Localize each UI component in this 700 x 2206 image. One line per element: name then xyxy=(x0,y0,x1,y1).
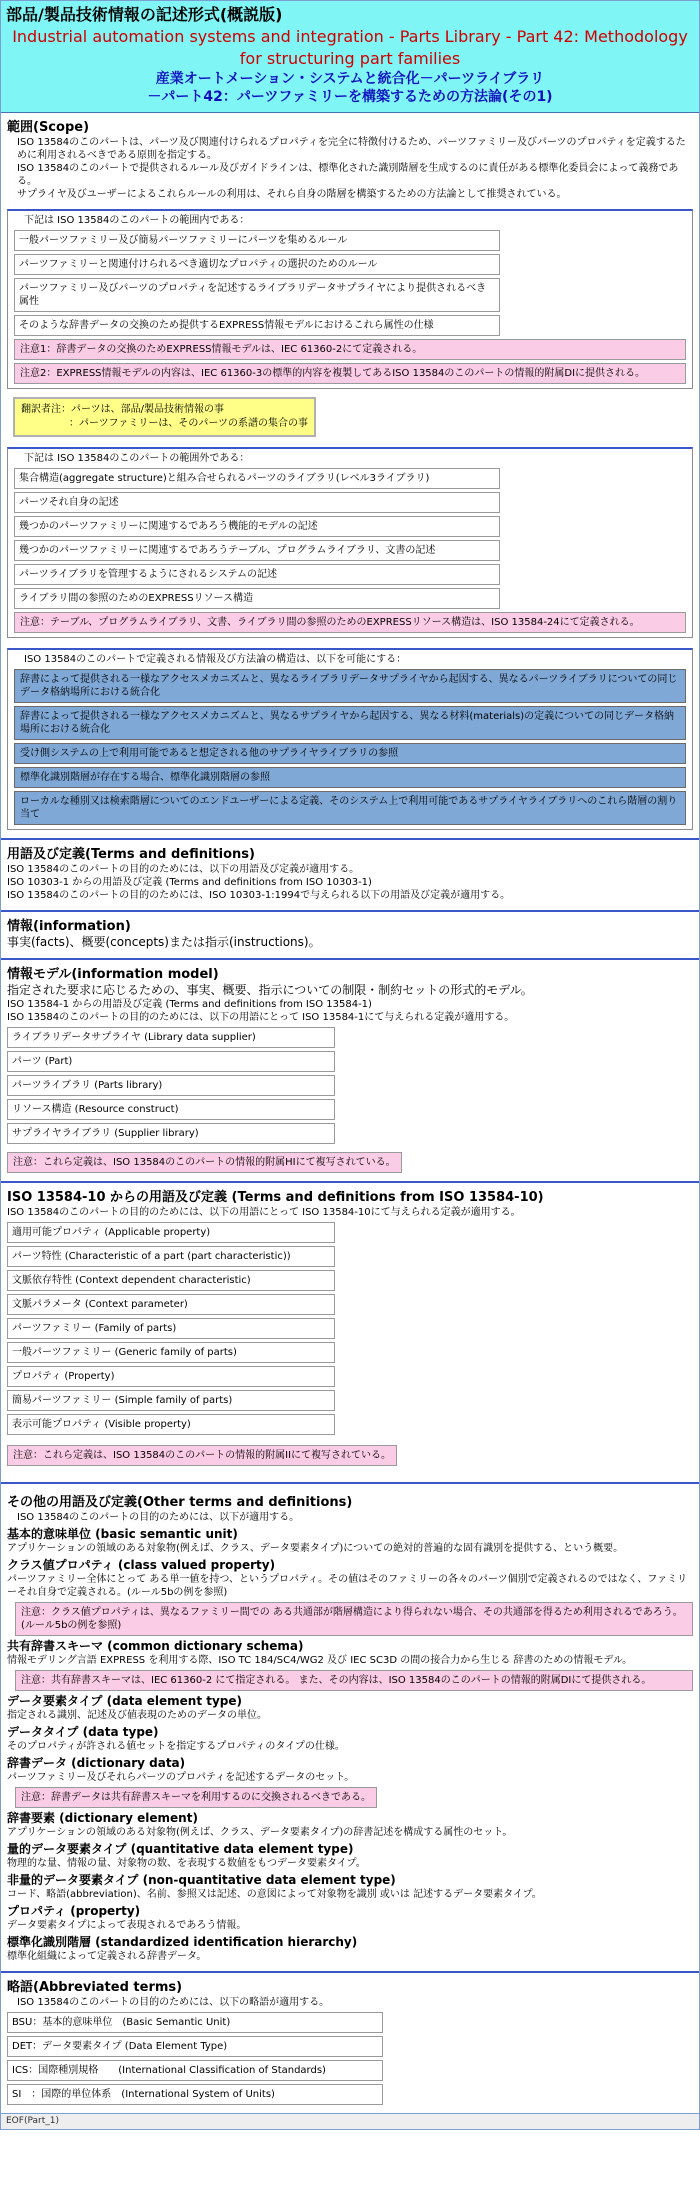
term-definition: 指定される識別、記述及び値表現のためのデータの単位。 xyxy=(7,1710,267,1721)
t10-term: 適用可能プロパティ (Applicable property) xyxy=(7,1222,335,1243)
t10-note: 注意：これら定義は、ISO 13584のこのパートの情報的附属IIにて複写されている。 xyxy=(7,1445,397,1466)
terms-section xyxy=(1,840,699,912)
scope-section xyxy=(1,113,699,840)
abbr-item: SI ：国際的単位体系 (International System of Units) xyxy=(7,2084,383,2105)
possible-box xyxy=(7,648,693,830)
out-scope-item: パーツそれ自身の記述 xyxy=(14,492,500,513)
scope-heading: 範囲(Scope) xyxy=(7,120,90,135)
term-note: 注意：辞書データは共有辞書スキーマを利用するのに交換されるべきである。 xyxy=(15,1787,377,1808)
term-definition: 情報モデリング言語 EXPRESS を利用する際、ISO TC 184/SC4/WG2 及び IEC SC3D の間の接合力から生じる 辞書のための情報モデル。 xyxy=(7,1655,633,1666)
scope-para-3: サプライヤ及びユーザーによるこれらルールの利用は、それら自身の階層を構築するための方法論として推奨されている。 xyxy=(17,189,567,200)
model-term: サプライヤライブラリ (Supplier library) xyxy=(7,1123,335,1144)
term-dt xyxy=(7,1725,693,1753)
document-title-ja-2: －パート42：パーツファミリーを構築するための方法論(その1) xyxy=(147,89,553,105)
possible-item: 受け側システムの上で利用可能であると想定される他のサプライヤライブラリの参照 xyxy=(14,743,686,764)
term-title: データ要素タイプ (data element type) xyxy=(7,1694,243,1708)
term-definition: パーツファミリー全体にとって ある単一値を持つ、というプロパティ。その値はそのファミリーの各々のパーツ個別で定義されるのではなく、ファミリーそれ自身で定義される。(ルール5bの例を参照) xyxy=(7,1574,688,1598)
out-scope-item: 集合構造(aggregate structure)と組み合せられるパーツのライブラリ(レベル3ライブラリ) xyxy=(14,468,500,489)
out-scope-item: パーツライブラリを管理するようにされるシステムの記述 xyxy=(14,564,500,585)
term-title: 共有辞書スキーマ (common dictionary schema) xyxy=(7,1639,304,1653)
term-de xyxy=(7,1811,693,1839)
term-cvp xyxy=(7,1558,693,1636)
t10-term: パーツファミリー (Family of parts) xyxy=(7,1318,335,1339)
t10-term: 表示可能プロパティ (Visible property) xyxy=(7,1414,335,1435)
in-scope-item: そのような辞書データの交換のため提供するEXPRESS情報モデルにおけるこれら属性の仕様 xyxy=(14,315,500,336)
model-text: 指定された要求に応じるための、事実、概要、指示についての制限・制約セットの形式的モデル。 xyxy=(7,983,533,997)
scope-para-1: ISO 13584のこのパートは、パーツ及び関連付けられるプロパティを完全に特徴付けるため、パーツファミリー及びパーツのプロパティを定義するために利用されるべきである原則を指定する。 xyxy=(17,137,686,161)
out-scope-item: 幾つかのパーツファミリーに関連するであろう機能的モデルの記述 xyxy=(14,516,500,537)
terms-para-1: ISO 13584のこのパートの目的のためには、以下の用語及び定義が適用する。 xyxy=(7,864,360,875)
term-sih xyxy=(7,1935,693,1963)
in-scope-item: パーツファミリー及びパーツのプロパティを記述するライブラリデータサプライヤにより提供されるべき属性 xyxy=(14,278,500,312)
t10-term: パーツ特性 (Characteristic of a part (part characteristic)) xyxy=(7,1246,335,1267)
possible-intro: ISO 13584のこのパートで定義される情報及び方法論の構造は、以下を可能にする： xyxy=(24,654,407,665)
term-note: 注意：共有辞書スキーマは、IEC 61360-2 にて指定される。 また、その内容は、ISO 13584のこのパートの情報的附属DIにて提供される。 xyxy=(15,1670,693,1691)
out-scope-box xyxy=(7,447,693,638)
possible-item: 辞書によって提供される一様なアクセスメカニズムと、異なるサプライヤから起因する、異なる材料(materials)の定義についての同じデータ格納場所における統合化 xyxy=(14,706,686,740)
information-section xyxy=(1,912,699,960)
model-heading: 情報モデル(information model) xyxy=(7,967,219,982)
document-title-ja-1: 産業オートメーション・システムと統合化－パーツライブラリ xyxy=(155,71,545,87)
other-para-1: ISO 13584のこのパートの目的のためには、以下が適用する。 xyxy=(17,1512,300,1523)
t10-section xyxy=(1,1183,699,1484)
terms-para-3: ISO 13584のこのパートの目的のためには、ISO 10303-1:1994で与えられる以下の用語及び定義が適用する。 xyxy=(7,890,511,901)
abbr-item: ICS：国際種別規格 (International Classification of Standards) xyxy=(7,2060,383,2081)
in-scope-item: パーツファミリーと関連付けられるべき適切なプロパティの選択のためのルール xyxy=(14,254,500,275)
model-para-2: ISO 13584-1 からの用語及び定義 (Terms and definitions from ISO 13584-1) xyxy=(7,999,372,1010)
in-scope-item: 一般パーツファミリー及び簡易パーツファミリーにパーツを集めるルール xyxy=(14,230,500,251)
information-text: 事実(facts)、概要(concepts)または指示(instructions)。 xyxy=(7,935,321,949)
term-definition: コード、略語(abbreviation)、名前、参照又は記述、の意図によって対象物を識別 或いは 記述するデータ要素タイプ。 xyxy=(7,1889,542,1900)
term-title: プロパティ (property) xyxy=(7,1904,141,1918)
out-scope-item: 幾つかのパーツファミリーに関連するであろうテーブル、プログラムライブラリ、文書の記述 xyxy=(14,540,500,561)
term-ndet xyxy=(7,1873,693,1901)
term-definition: 標準化組織によって定義される辞書データ。 xyxy=(7,1951,207,1962)
footer: EOF(Part_1) xyxy=(1,2113,699,2129)
term-title: 基本的意味単位 (basic semantic unit) xyxy=(7,1527,238,1541)
term-cds xyxy=(7,1639,693,1691)
terms-heading: 用語及び定義(Terms and definitions) xyxy=(7,847,255,862)
term-note: 注意：クラス値プロパティは、異なるファミリー間での ある共通部が階層構造により得られない場合、その共通部を得るため利用されるであろう。(ルール5bの例を参照) xyxy=(15,1602,693,1636)
other-heading: その他の用語及び定義(Other terms and definitions) xyxy=(7,1495,353,1510)
model-note: 注意：これら定義は、ISO 13584のこのパートの情報的附属HIにて複写されている。 xyxy=(7,1152,402,1173)
document-header xyxy=(1,1,699,113)
translator-note-line-1: 翻訳者注：パーツは、部品/製品技術情報の事 xyxy=(21,404,224,415)
information-heading: 情報(information) xyxy=(7,919,131,934)
term-det xyxy=(7,1694,693,1722)
possible-item: 標準化識別階層が存在する場合、標準化識別階層の参照 xyxy=(14,767,686,788)
t10-para-1: ISO 13584のこのパートの目的のためには、以下の用語にとって ISO 13584-10にて与えられる定義が適用する。 xyxy=(7,1207,521,1218)
term-title: 非量的データ要素タイプ (non-quantitative data element type) xyxy=(7,1873,396,1887)
t10-term: 簡易パーツファミリー (Simple family of parts) xyxy=(7,1390,335,1411)
in-scope-box xyxy=(7,209,693,389)
model-term: ライブラリデータサプライヤ (Library data supplier) xyxy=(7,1027,335,1048)
term-title: 辞書要素 (dictionary element) xyxy=(7,1811,198,1825)
abbr-item: BSU：基本的意味単位 (Basic Semantic Unit) xyxy=(7,2012,383,2033)
term-qdet xyxy=(7,1842,693,1870)
model-section xyxy=(1,960,699,1183)
document-kind: 部品/製品技術情報の記述形式(概説版) xyxy=(6,5,283,24)
translator-note xyxy=(13,397,316,437)
term-definition: そのプロパティが許される値セットを指定するプロパティのタイプの仕様。 xyxy=(7,1741,345,1752)
term-definition: パーツファミリー及びそれらパーツのプロパティを記述するデータのセット。 xyxy=(7,1772,355,1783)
out-scope-intro: 下記は ISO 13584のこのパートの範囲外である： xyxy=(24,453,250,464)
t10-term: 文脈依存特性 (Context dependent characteristic) xyxy=(7,1270,335,1291)
t10-heading: ISO 13584-10 からの用語及び定義 (Terms and definitions from ISO 13584-10) xyxy=(7,1190,544,1205)
term-definition: アプリケーションの領域のある対象物(例えば、クラス、データ要素タイプ)の辞書記述を構成する属性のセット。 xyxy=(7,1827,513,1838)
out-scope-item: ライブラリ間の参照のためのEXPRESSリソース構造 xyxy=(14,588,500,609)
terms-para-2: ISO 10303-1 からの用語及び定義 (Terms and definitions from ISO 10303-1) xyxy=(7,877,372,888)
abbr-item: DET：データ要素タイプ (Data Element Type) xyxy=(7,2036,383,2057)
term-definition: アプリケーションの領域のある対象物(例えば、クラス、データ要素タイプ)についての絶対的普遍的な固有識別を提供する、という概要。 xyxy=(7,1543,624,1554)
model-term: リソース構造 (Resource construct) xyxy=(7,1099,335,1120)
translator-note-line-2: ：パーツファミリーは、そのパーツの系譜の集合の事 xyxy=(69,418,308,429)
term-title: データタイプ (data type) xyxy=(7,1725,159,1739)
t10-term: プロパティ (Property) xyxy=(7,1366,335,1387)
scope-note-2: 注意2：EXPRESS情報モデルの内容は、IEC 61360-3の標準的内容を複製してあるISO 13584のこのパートの情報的附属DIに提供される。 xyxy=(14,363,686,384)
model-para-3: ISO 13584のこのパートの目的のためには、以下の用語にとって ISO 13584-1にて与えられる定義が適用する。 xyxy=(7,1012,515,1023)
possible-item: ローカルな種別又は検索階層についてのエンドユーザーによる定義、そのシステム上で利用可能であるサプライヤライブラリへのこれら階層の割り当て xyxy=(14,791,686,825)
t10-term: 一般パーツファミリー (Generic family of parts) xyxy=(7,1342,335,1363)
scope-para-2: ISO 13584のこのパートで提供されるルール及びガイドラインは、標準化された識別階層を生成するのに責任がある標準化委員会によって義務である。 xyxy=(17,163,679,187)
in-scope-intro: 下記は ISO 13584のこのパートの範囲内である： xyxy=(24,215,250,226)
term-definition: データ要素タイプによって表現されるであろう情報。 xyxy=(7,1920,247,1931)
abbr-heading: 略語(Abbreviated terms) xyxy=(7,1980,183,1995)
t10-term: 文脈パラメータ (Context parameter) xyxy=(7,1294,335,1315)
term-bsu xyxy=(7,1527,693,1555)
model-term: パーツライブラリ (Parts library) xyxy=(7,1075,335,1096)
term-title: 量的データ要素タイプ (quantitative data element type) xyxy=(7,1842,354,1856)
term-title: 標準化識別階層 (standardized identification hierarchy) xyxy=(7,1935,358,1949)
abbr-para-1: ISO 13584のこのパートの目的のためには、以下の略語が適用する。 xyxy=(17,1997,330,2008)
term-title: クラス値プロパティ (class valued property) xyxy=(7,1558,276,1572)
document-title-en: Industrial automation systems and integration - Parts Library - Part 42: Methodology for structuring part families xyxy=(12,27,688,68)
out-scope-note: 注意：テーブル、プログラムライブラリ、文書、ライブラリ間の参照のためのEXPRESSリソース構造は、ISO 13584-24にて定義される。 xyxy=(14,612,686,633)
abbr-section xyxy=(1,1973,699,2113)
term-prop xyxy=(7,1904,693,1932)
scope-note-1: 注意1：辞書データの交換のためEXPRESS情報モデルは、IEC 61360-2にて定義される。 xyxy=(14,339,686,360)
other-section xyxy=(1,1484,699,1973)
term-title: 辞書データ (dictionary data) xyxy=(7,1756,186,1770)
possible-item: 辞書によって提供される一様なアクセスメカニズムと、異なるライブラリデータサプライヤから起因する、異なるパーツライブラリについての同じデータ格納場所における統合化 xyxy=(14,669,686,703)
model-term: パーツ (Part) xyxy=(7,1051,335,1072)
term-definition: 物理的な量、情報の量、対象物の数、を表現する数値をもつデータ要素タイプ。 xyxy=(7,1858,366,1869)
term-dd xyxy=(7,1756,693,1808)
